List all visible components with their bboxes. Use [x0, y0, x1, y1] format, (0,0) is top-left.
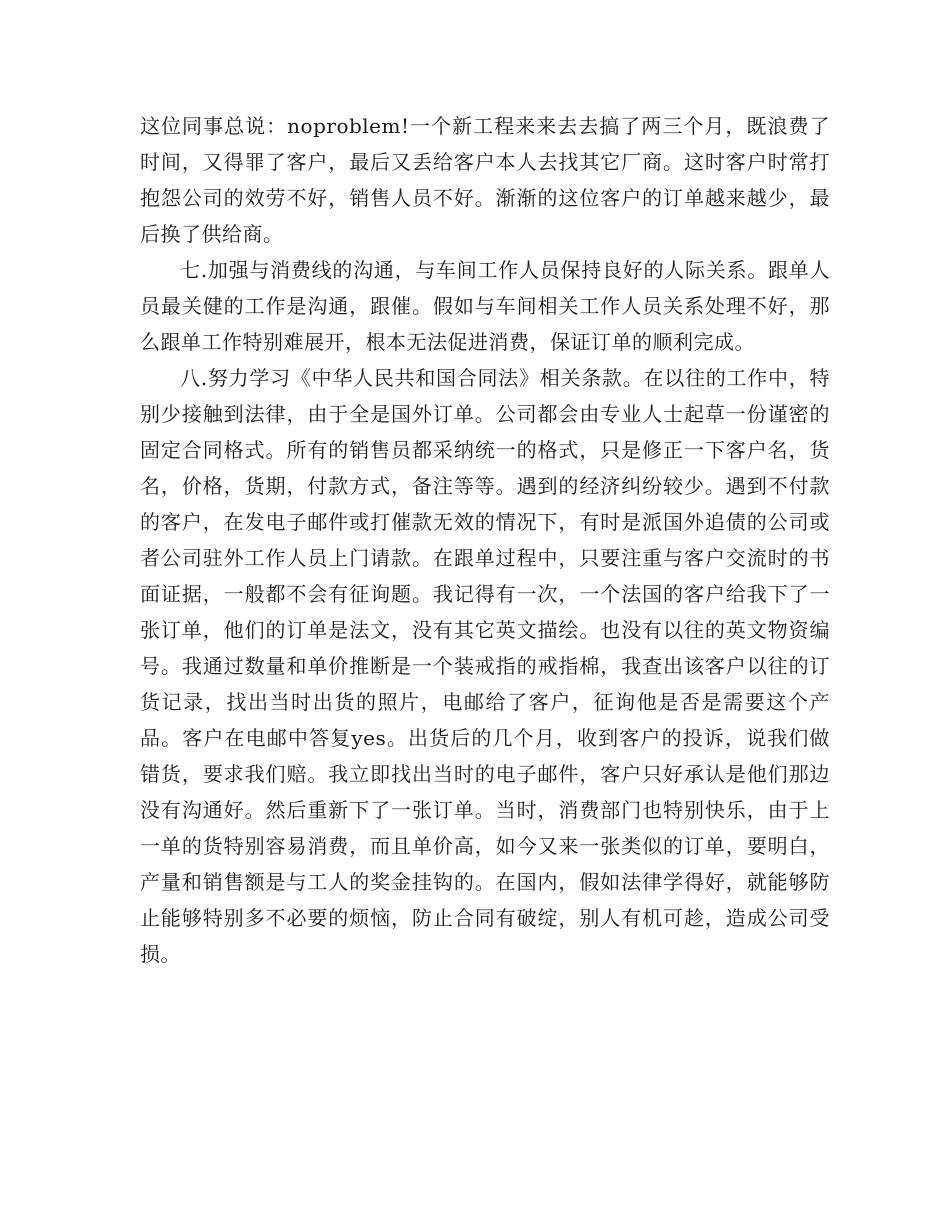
- paragraph-section-eight: 八.努力学习《中华人民共和国合同法》相关条款。在以往的工作中，特别少接触到法律，由于全是国外订单。公司都会由专业人士起草一份谨密的固定合同格式。所有的销售员都采纳统一的格式，只是修正一下客户名，货名，价格，货期，付款方式，备注等等。遇到的经济纠纷较少。遇到不付款的客户，在发电子邮件或打催款无效的情况下，有时是派国外追债的公司或者公司驻外工作人员上门请款。在跟单过程中，只要注重与客户交流时的书面证据，一般都不会有征询题。我记得有一次，一个法国的客户给我下了一张订单，他们的订单是法文，没有其它英文描绘。也没有以往的英文物资编号。我通过数量和单价推断是一个装戒指的戒指棉，我查出该客户以往的订货记录，找出当时出货的照片，电邮给了客户，征询他是否是需要这个产品。客户在电邮中答复yes。出货后的几个月，收到客户的投诉，说我们做错货，要求我们赔。我立即找出当时的电子邮件，客户只好承认是他们那边没有沟通好。然后重新下了一张订单。当时，消费部门也特别快乐，由于上一单的货特别容易消费，而且单价高，如今又来一张类似的订单，要明白，产量和销售额是与工人的奖金挂钩的。在国内，假如法律学得好，就能够防止能够特别多不必要的烦恼，防止合同有破绽，别人有机可趁，造成公司受损。: [140, 366, 830, 966]
- document-body: [140, 108, 830, 972]
- paragraph-continuation: 这位同事总说：noproblem!一个新工程来来去去搞了两三个月，既浪费了时间，又得罪了客户，最后又丢给客户本人去找其它厂商。这时客户时常打抱怨公司的效劳不好，销售人员不好。渐渐的这位客户的订单越来越少，最后换了供给商。: [140, 114, 830, 246]
- paragraph-section-seven: 七.加强与消费线的沟通，与车间工作人员保持良好的人际关系。跟单人员最关健的工作是沟通，跟催。假如与车间相关工作人员关系处理不好，那么跟单工作特别难展开，根本无法促进消费，保证订单的顺利完成。: [140, 258, 830, 354]
